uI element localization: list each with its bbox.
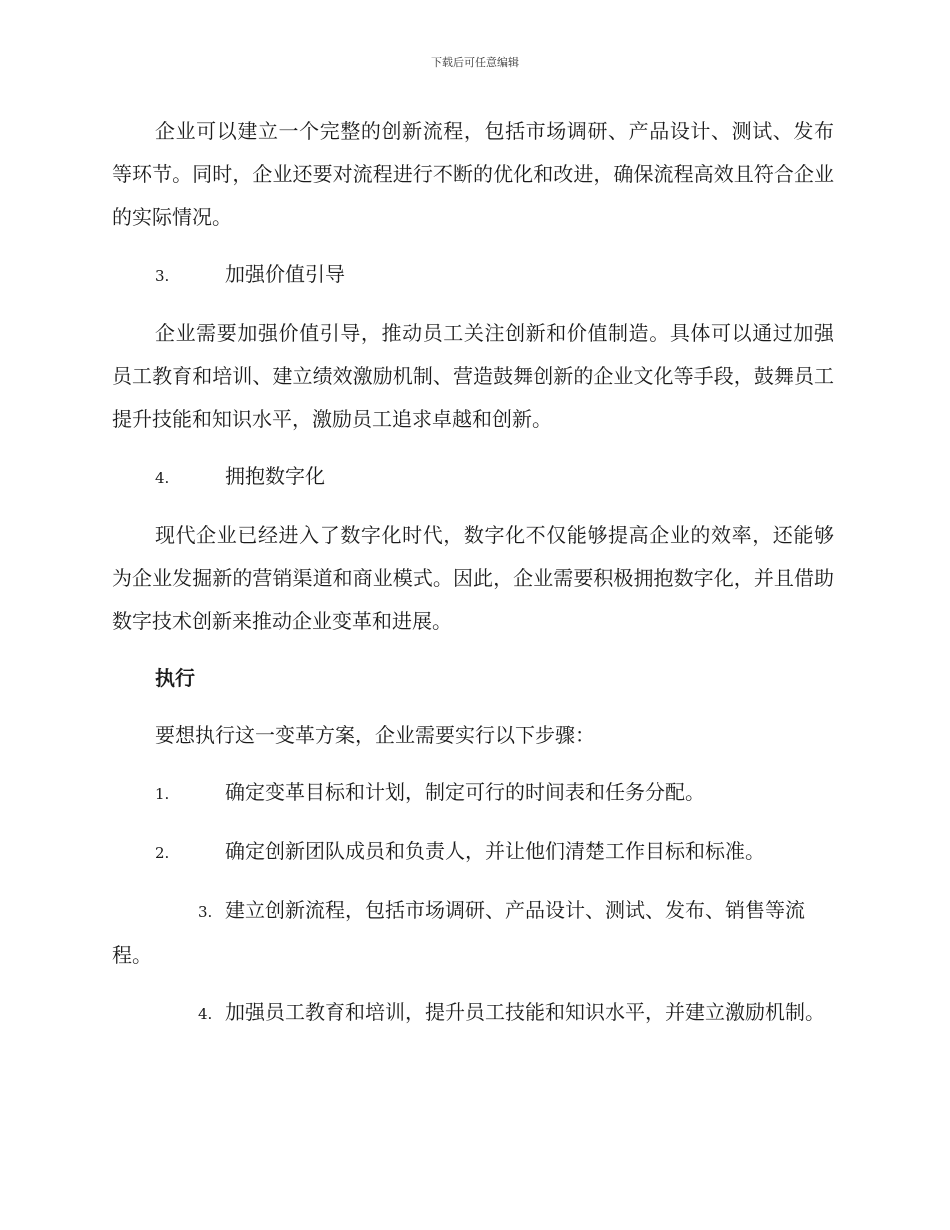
paragraph-digitalization: 现代企业已经进入了数字化时代，数字化不仅能够提高企业的效率，还能够为企业发掘新的营销渠道和商业模式。因此，企业需要积极拥抱数字化，并且借助数字技术创新来推动企业变革和进展。 — [112, 523, 834, 633]
step-number: 4. — [198, 1005, 213, 1023]
step-item — [112, 830, 834, 875]
section-item-4 — [112, 455, 834, 500]
page-header: 下载后可任意编辑 — [431, 56, 519, 69]
paragraph-value-guidance: 企业需要加强价值引导，推动员工关注创新和价值制造。具体可以通过加强员工教育和培训、建立绩效激励机制、营造鼓舞创新的企业文化等手段，鼓舞员工提升技能和知识水平，激励员工追求卓越和创新。 — [112, 321, 834, 431]
section-heading: 执行 — [155, 666, 195, 690]
paragraph-steps-intro: 要想执行这一变革方案，企业需要实行以下步骤： — [155, 723, 595, 747]
item-title: 拥抱数字化 — [225, 464, 325, 488]
step-item — [112, 991, 834, 1036]
item-title: 加强价值引导 — [225, 262, 345, 286]
step-text: 确定变革目标和计划，制定可行的时间表和任务分配。 — [225, 780, 705, 804]
document-body — [112, 110, 834, 1036]
step-text: 加强员工教育和培训，提升员工技能和知识水平，并建立激励机制。 — [225, 1000, 825, 1024]
step-item — [112, 889, 834, 977]
step-number: 2. — [155, 844, 170, 862]
step-number: 3. — [198, 903, 213, 921]
step-text: 确定创新团队成员和负责人，并让他们清楚工作目标和标准。 — [225, 839, 765, 863]
step-number: 1. — [155, 785, 170, 803]
item-number: 4. — [155, 469, 170, 487]
paragraph-innovation-process: 企业可以建立一个完整的创新流程，包括市场调研、产品设计、测试、发布等环节。同时，企业还要对流程进行不断的优化和改进，确保流程高效且符合企业的实际情况。 — [112, 119, 834, 229]
step-text: 建立创新流程，包括市场调研、产品设计、测试、发布、销售等流程。 — [112, 898, 805, 967]
item-number: 3. — [155, 267, 170, 285]
step-item — [112, 771, 834, 816]
section-item-3 — [112, 253, 834, 298]
